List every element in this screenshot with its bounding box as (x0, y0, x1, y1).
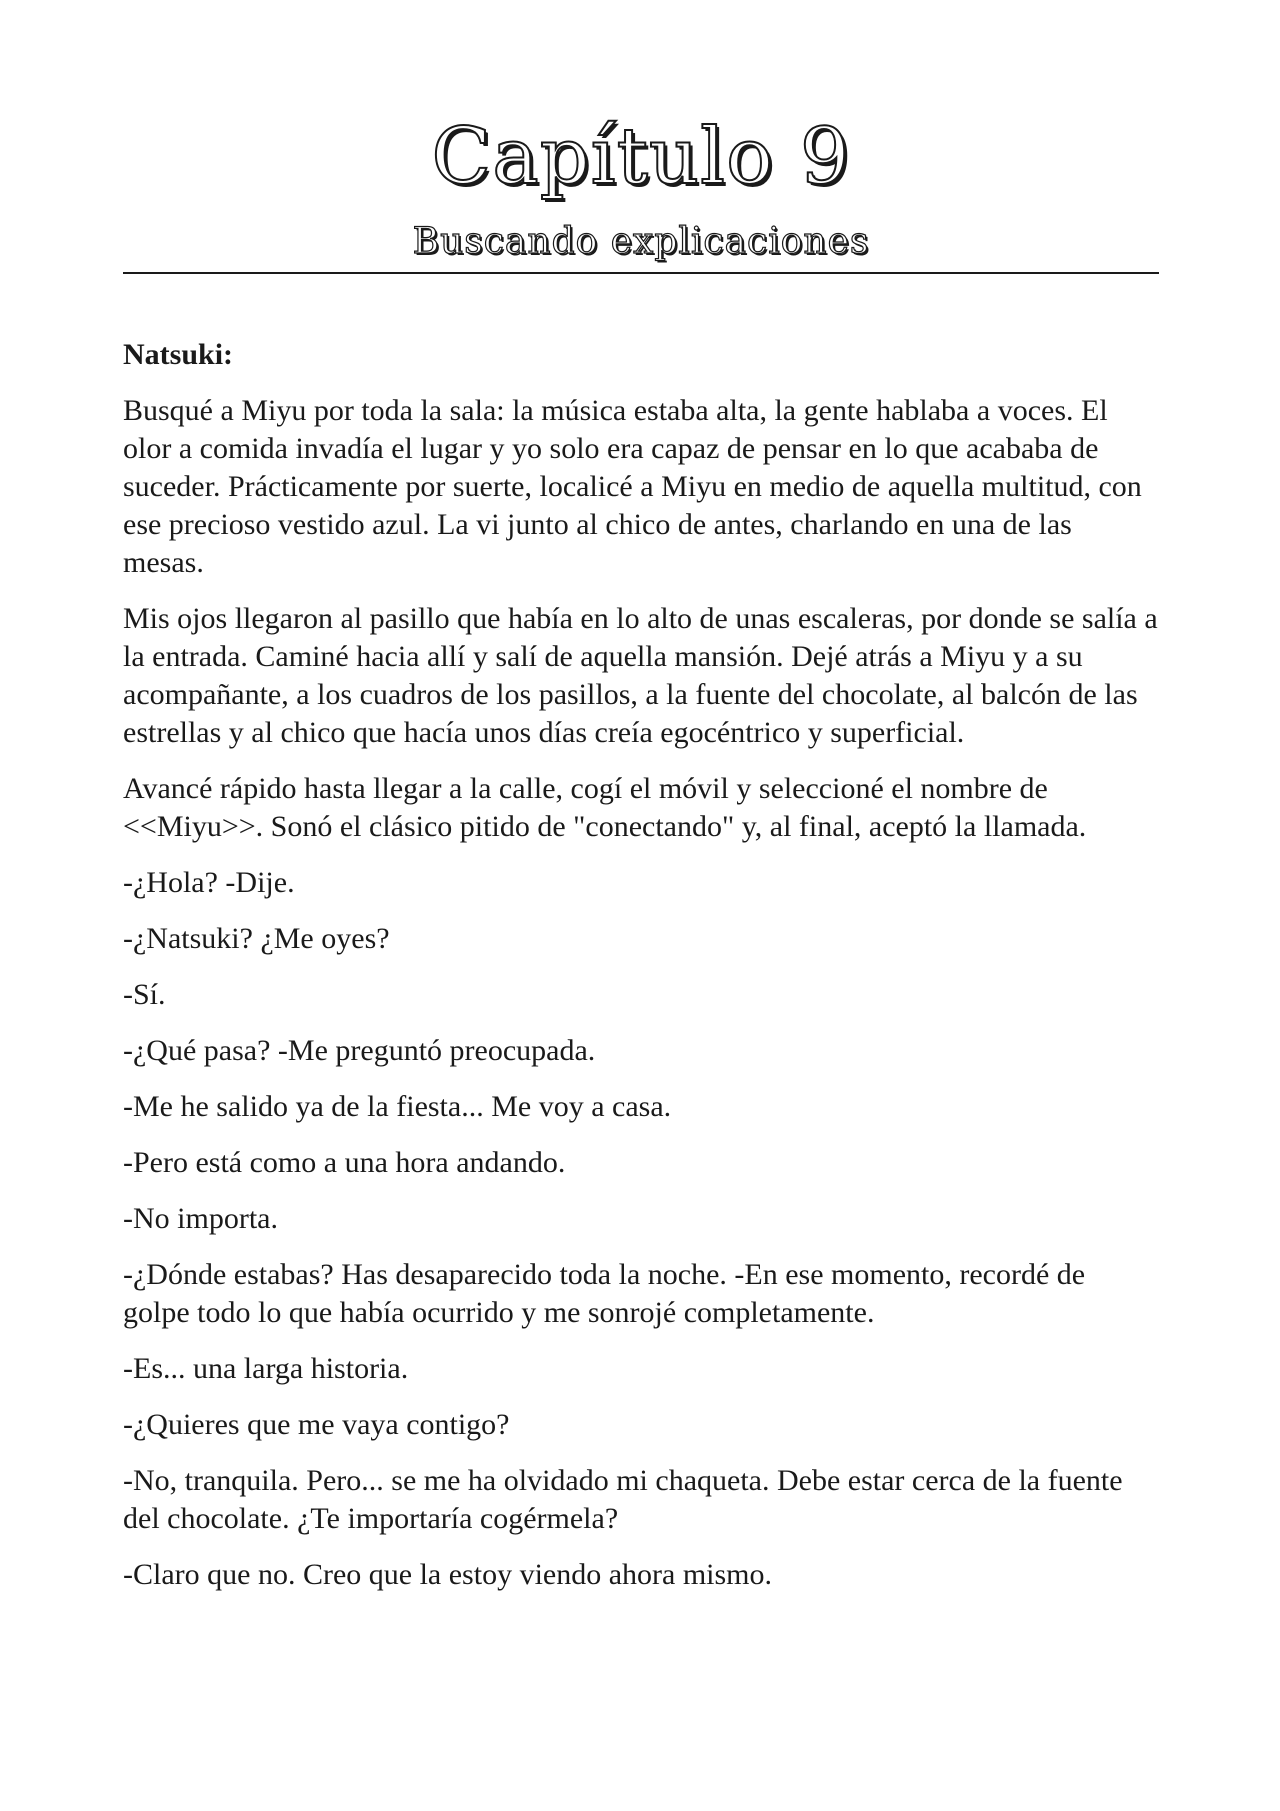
chapter-body (123, 336, 1159, 1594)
dialogue-line: -¿Quieres que me vaya contigo? (123, 1408, 510, 1441)
dialogue-line: -Pero está como a una hora andando. (123, 1146, 566, 1179)
dialogue-line: -¿Hola? -Dije. (123, 866, 295, 899)
paragraph: Busqué a Miyu por toda la sala: la música estaba alta, la gente hablaba a voces. El olor a comida invadía el lugar y yo solo era capaz de pensar en lo que acababa de suceder. Prácticamente por suerte, localicé a Miyu en medio de aquella multitud, con ese precioso vestido azul. La vi junto al chico de antes, charlando en una de las mesas. (123, 394, 1142, 579)
dialogue-line: -¿Qué pasa? -Me preguntó preocupada. (123, 1034, 596, 1067)
dialogue-line: -Sí. (123, 978, 166, 1011)
dialogue-line: -Me he salido ya de la fiesta... Me voy a casa. (123, 1090, 672, 1123)
paragraph: Avancé rápido hasta llegar a la calle, cogí el móvil y seleccioné el nombre de <<Miyu>>. Sonó el clásico pitido de "conectando" y, al final, aceptó la llamada. (123, 772, 1087, 843)
chapter-title: Capítulo 9 (431, 112, 851, 202)
title-divider (123, 272, 1159, 274)
dialogue-line: -¿Dónde estabas? Has desaparecido toda la noche. -En ese momento, recordé de golpe todo lo que había ocurrido y me sonrojé completamente. (123, 1258, 1086, 1329)
book-page (123, 0, 1159, 1612)
dialogue-line: -¿Natsuki? ¿Me oyes? (123, 922, 390, 955)
speaker-heading: Natsuki: (123, 338, 234, 371)
dialogue-line: -No importa. (123, 1202, 278, 1235)
dialogue-line: -Es... una larga historia. (123, 1352, 409, 1385)
dialogue-line: -No, tranquila. Pero... se me ha olvidado mi chaqueta. Debe estar cerca de la fuente del chocolate. ¿Te importaría cogérmela? (123, 1464, 1123, 1535)
dialogue-line: -Claro que no. Creo que la estoy viendo ahora mismo. (123, 1558, 773, 1591)
paragraph: Mis ojos llegaron al pasillo que había en lo alto de unas escaleras, por donde se salía a la entrada. Caminé hacia allí y salí de aquella mansión. Dejé atrás a Miyu y a su acompañante, a los cuadros de los pasillos, a la fuente del chocolate, al balcón de las estrellas y al chico que hacía unos días creía egocéntrico y superficial. (123, 602, 1158, 749)
chapter-subtitle: Buscando explicaciones (412, 221, 870, 262)
